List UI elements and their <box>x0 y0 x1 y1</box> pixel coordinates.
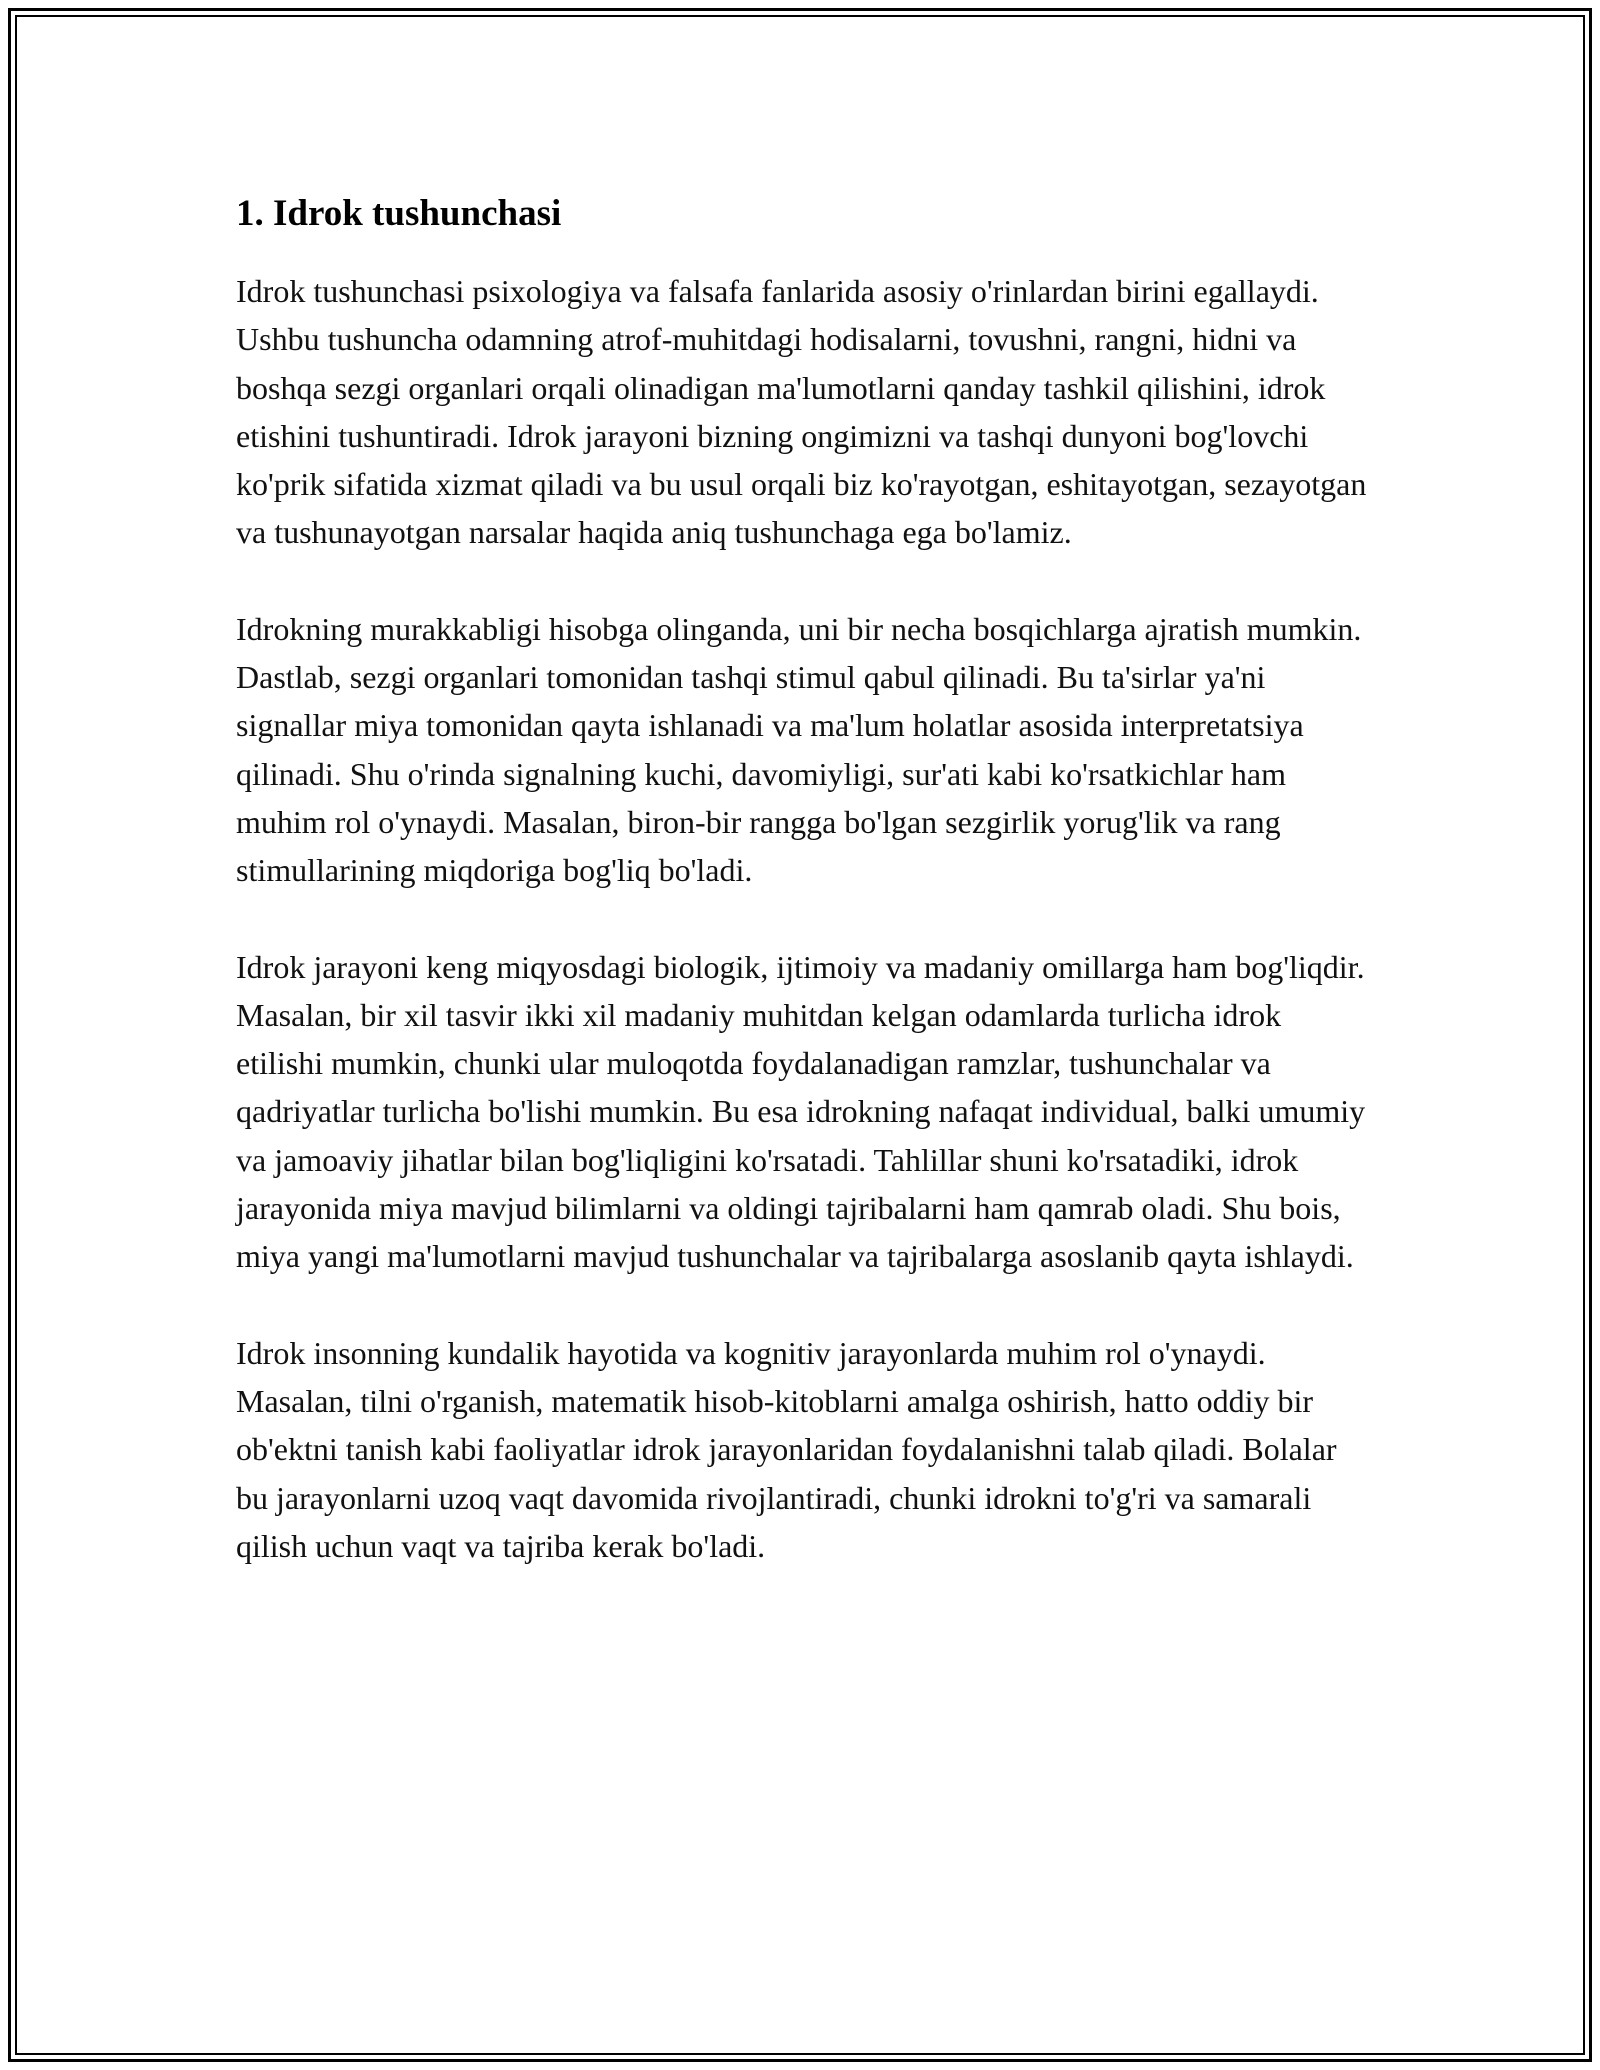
paragraph-4: Idrok insonning kundalik hayotida va kognitiv jarayonlarda muhim rol o'ynaydi. Masalan, tilni o'rganish, matematik hisob-kitoblarni amalga oshirish, hatto oddiy bir ob'ektni tanish kabi faoliyatlar idrok jarayonlaridan foydalanishni talab qiladi. Bolalar bu jarayonlarni uzoq vaqt davomida rivojlantiradi, chunki idrokni to'g'ri va samarali qilish uchun vaqt va tajriba kerak bo'ladi. <box>236 1334 1337 1564</box>
paragraph-1: Idrok tushunchasi psixologiya va falsafa fanlarida asosiy o'rinlardan birini egallaydi. Ushbu tushuncha odamning atrof-muhitdagi hodisalarni, tovushni, rangni, hidni va boshqa sezgi organlari orqali olinadigan ma'lumotlarni qanday tashkil qilishini, idrok etishini tushuntiradi. Idrok jarayoni bizning ongimizni va tashqi dunyoni bog'lovchi ko'prik sifatida xizmat qiladi va bu usul orqali biz ko'rayotgan, eshitayotgan, sezayotgan va tushunayotgan narsalar haqida aniq tushunchaga ega bo'lamiz. <box>236 273 1367 551</box>
paragraph-3: Idrok jarayoni keng miqyosdagi biologik, ijtimoiy va madaniy omillarga ham bog'liqdir. Masalan, bir xil tasvir ikki xil madaniy muhitdan kelgan odamlarda turlicha idrok etilishi mumkin, chunki ular muloqotda foydalanadigan ramzlar, tushunchalar va qadriyatlar turlicha bo'lishi mumkin. Bu esa idrokning nafaqat individual, balki umumiy va jamoaviy jihatlar bilan bog'liqligini ko'rsatadi. Tahlillar shuni ko'rsatadiki, idrok jarayonida miya mavjud bilimlarni va oldingi tajribalarni ham qamrab oladi. Shu bois, miya yangi ma'lumotlarni mavjud tushunchalar va tajribalarga asoslanib qayta ishlaydi. <box>236 948 1366 1275</box>
paragraph-2: Idrokning murakkabligi hisobga olinganda, uni bir necha bosqichlarga ajratish mumkin. Dastlab, sezgi organlari tomonidan tashqi stimul qabul qilinadi. Bu ta'sirlar ya'ni signallar miya tomonidan qayta ishlanadi va ma'lum holatlar asosida interpretatsiya qilinadi. Shu o'rinda signalning kuchi, davomiyligi, sur'ati kabi ko'rsatkichlar ham muhim rol o'ynaydi. Masalan, biron-bir rangga bo'lgan sezgirlik yorug'lik va rang stimullarining miqdoriga bog'liq bo'ladi. <box>236 610 1362 889</box>
document-body <box>236 188 1376 1618</box>
section-heading: 1. Idrok tushunchasi <box>236 193 562 234</box>
